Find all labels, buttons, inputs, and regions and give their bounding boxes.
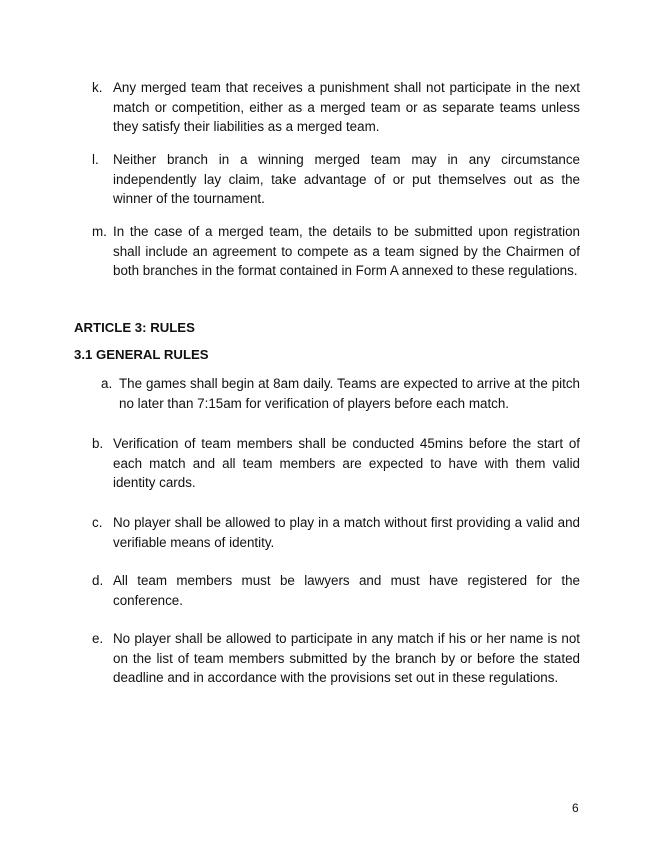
- list-item-text: No player shall be allowed to participate in any match if his or her name is not on the list of team members submitted by the branch by or before the stated deadline and in accordance with the provisions set out in these regulations.: [113, 631, 580, 686]
- section-heading: 3.1 GENERAL RULES: [74, 347, 209, 362]
- list-item-text: All team members must be lawyers and must have registered for the conference.: [113, 573, 580, 608]
- list-marker: d.: [92, 573, 104, 588]
- list-item-text: No player shall be allowed to play in a match without first providing a valid and verifiable means of identity.: [113, 515, 580, 550]
- list-item-text: Any merged team that receives a punishment shall not participate in the next match or competition, either as a merged team or as separate teams unless they satisfy their liabilities as a merged team.: [113, 80, 580, 135]
- list-marker: m.: [92, 224, 107, 239]
- list-item-text: The games shall begin at 8am daily. Teams are expected to arrive at the pitch no later than 7:15am for verification of players before each match.: [119, 376, 580, 411]
- article-heading: ARTICLE 3: RULES: [74, 320, 195, 335]
- list-marker: a.: [101, 376, 113, 391]
- list-item-text: Neither branch in a winning merged team may in any circumstance independently lay claim, take advantage of or put themselves out as the winner of the tournament.: [113, 152, 580, 207]
- list-item-text: Verification of team members shall be conducted 45mins before the start of each match and all team members are expected to have with them valid identity cards.: [113, 436, 580, 491]
- list-marker: l.: [92, 152, 99, 167]
- page-number: 6: [572, 801, 579, 815]
- list-marker: k.: [92, 80, 103, 95]
- list-marker: b.: [92, 436, 104, 451]
- list-marker: e.: [92, 631, 104, 646]
- list-item-text: In the case of a merged team, the details to be submitted upon registration shall include an agreement to compete as a team signed by the Chairmen of both branches in the format contained in Form A annexed to these regulations.: [113, 224, 580, 279]
- list-marker: c.: [92, 515, 103, 530]
